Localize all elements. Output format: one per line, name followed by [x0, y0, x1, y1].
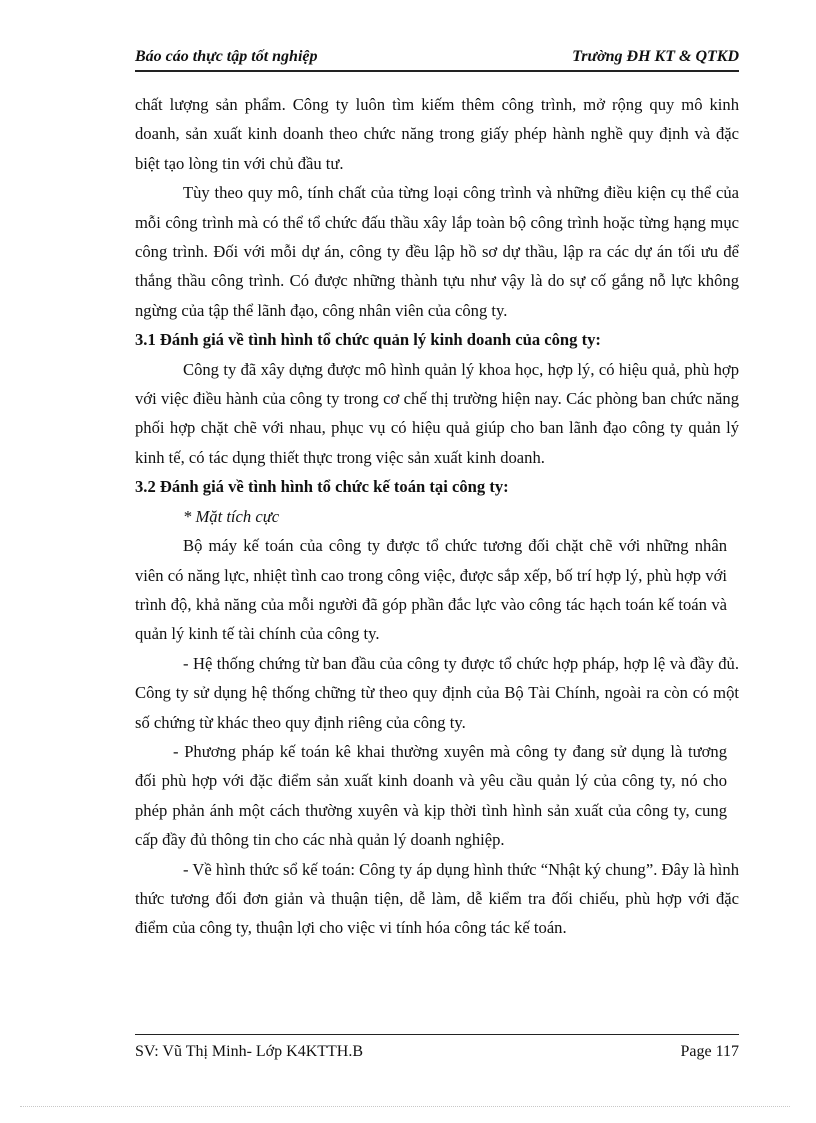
- section-heading-3-1: 3.1 Đánh giá về tình hình tổ chức quản lý kinh doanh của công ty:: [135, 330, 601, 350]
- paragraph-voucher-system: - Hệ thống chứng từ ban đầu của công ty được tổ chức hợp pháp, hợp lệ và đầy đủ. Công ty sử dụng hệ thống chững từ theo quy định của Bộ Tài Chính, ngoài ra còn có một số chứng từ khác theo quy định riêng của công ty.: [135, 653, 739, 732]
- header-school-name: Trường ĐH KT & QTKD: [572, 48, 739, 65]
- paragraph-accounting-method: - Phương pháp kế toán kê khai thường xuyên mà công ty đang sử dụng là tương đối phù hợp với đặc điểm sản xuất kinh doanh và yêu cầu quản lý của công ty, nó cho phép phản ánh một cách thường xuyên và kịp thời tình hình sản xuất của công ty, cung cấp đầy đủ thông tin cho các nhà quản lý doanh nghiệp.: [135, 741, 727, 850]
- footer-student-info: SV: Vũ Thị Minh- Lớp K4KTTH.B: [135, 1043, 364, 1060]
- section-heading-3-2: 3.2 Đánh giá về tình hình tổ chức kế toán tại công ty:: [135, 477, 509, 497]
- paragraph-accounting-apparatus: Bộ máy kế toán của công ty được tổ chức tương đối chặt chẽ với những nhân viên có năng lực, nhiệt tình cao trong công việc, được sắp xếp, bố trí hợp lý, phù hợp với trình độ, khả năng của mỗi người đã góp phần đắc lực vào công tác hạch toán kế toán và quản lý kinh tế tài chính của công ty.: [135, 536, 727, 644]
- page-header: [135, 46, 739, 72]
- paragraph-continuation: chất lượng sản phẩm. Công ty luôn tìm kiếm thêm công trình, mở rộng quy mô kinh doanh, sản xuất kinh doanh theo chức năng trong giấy phép hành nghề quy định và đặc biệt tạo lòng tin với chủ đầu tư.: [135, 95, 739, 173]
- paragraph-bidding: Tùy theo quy mô, tính chất của từng loại công trình và những điều kiện cụ thể của mỗi công trình mà có thể tổ chức đấu thầu xây lắp toàn bộ công trình hoặc từng hạng mục công trình. Đối với mỗi dự án, công ty đều lập hồ sơ dự thầu, lập ra các dự án tối ưu để thắng thầu công trình. Có được những thành tựu như vậy là do sự cố gắng nỗ lực không ngừng của tập thể lãnh đạo, công nhân viên của công ty.: [135, 183, 739, 320]
- paragraph-management-model: Công ty đã xây dựng được mô hình quản lý khoa học, hợp lý, có hiệu quả, phù hợp với việc điều hành của công ty trong cơ chế thị trường hiện nay. Các phòng ban chức năng phối hợp chặt chẽ với nhau, phục vụ có hiệu quả giúp cho ban lãnh đạo công ty quản lý kinh tế, có tác dụng thiết thực trong việc sản xuất kinh doanh.: [135, 359, 739, 467]
- footer-page-number: Page 117: [680, 1043, 739, 1060]
- page-footer: [135, 1034, 739, 1065]
- header-report-title: Báo cáo thực tập tốt nghiệp: [135, 48, 318, 65]
- subheading-positive-aspects: * Mặt tích cực: [183, 506, 280, 526]
- document-body: [135, 90, 739, 943]
- paragraph-bookkeeping-form: - Về hình thức sổ kế toán: Công ty áp dụng hình thức “Nhật ký chung”. Đây là hình thức tương đối đơn giản và thuận tiện, dễ làm, dễ kiểm tra đối chiếu, phù hợp với đặc điểm của công ty, thuận lợi cho việc vi tính hóa công tác kế toán.: [135, 859, 739, 938]
- page-bottom-divider: [20, 1106, 790, 1107]
